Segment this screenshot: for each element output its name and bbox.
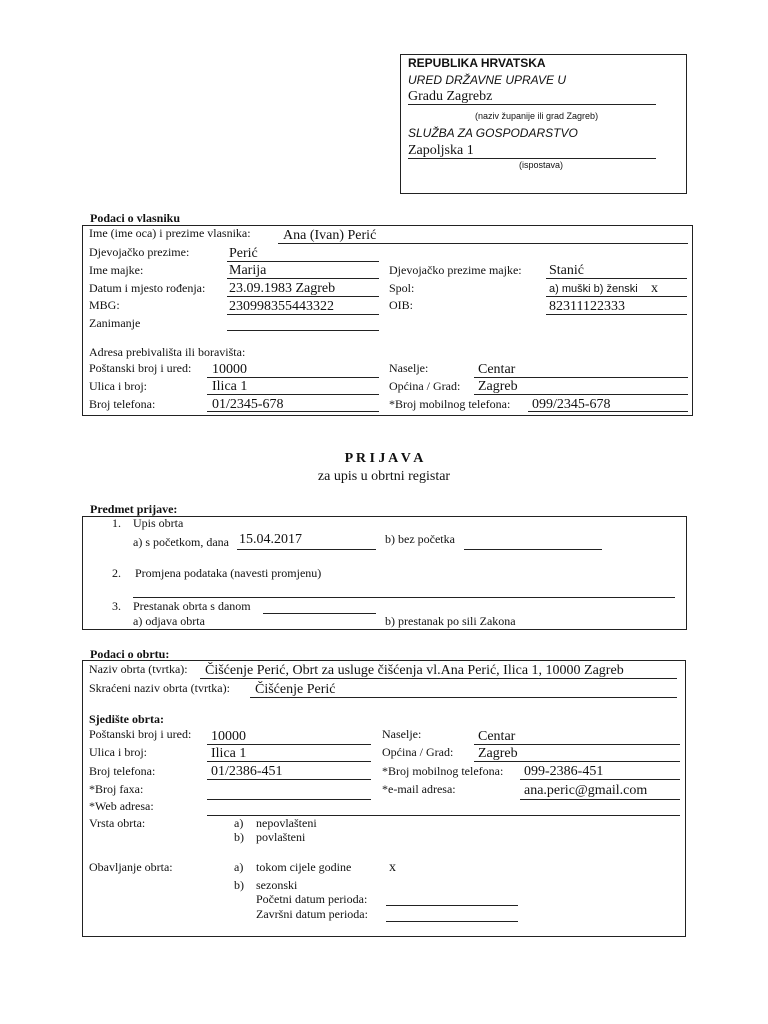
business-postal-label: Poštanski broj i ured: [89,727,192,741]
office-grad-line [408,104,656,105]
page-subtitle: za upis u obrtni registar [317,469,451,484]
subject-item2-num: 2. [112,566,121,580]
subject-item2-label: Promjena podataka (navesti promjenu) [135,566,322,580]
business-mode-a-mark: x [389,860,396,875]
business-short-line [250,697,677,698]
subject-item3-num: 3. [112,599,121,613]
business-municipality-value[interactable]: Zagreb [478,746,518,761]
owner-mother-value[interactable]: Marija [229,263,267,278]
business-name-value[interactable]: Čišćenje Perić, Obrt za usluge čišćenja vl.Ana Perić, Ilica 1, 10000 Zagreb [205,663,624,678]
business-settlement-line [474,744,680,745]
business-mode-b[interactable]: sezonski [256,878,298,892]
owner-name-label: Ime (ime oca) i prezime vlasnika: [89,226,251,240]
business-street-line [207,761,371,762]
owner-mother-label: Ime majke: [89,263,144,277]
owner-municipality-label: Općina / Grad: [389,379,461,393]
subject-item1a-value[interactable]: 15.04.2017 [239,532,302,547]
business-short-value[interactable]: Čišćenje Perić [255,682,336,697]
owner-name-line [278,243,688,244]
owner-birth-label: Datum i mjesto rođenja: [89,281,206,295]
business-seat-heading: Sjedište obrta: [89,712,164,726]
owner-mother-maiden-label: Djevojačko prezime majke: [389,263,522,277]
subject-item1b-label: b) bez početka [385,532,455,546]
owner-mbg-label: MBG: [89,298,120,312]
business-postal-line [207,744,371,745]
business-fax-line[interactable] [207,799,371,800]
business-type-a[interactable]: nepovlašteni [256,816,317,830]
owner-mobile-line [528,411,688,412]
owner-mbg-line [227,314,379,315]
business-email-line [520,799,680,800]
owner-postal-value[interactable]: 10000 [212,362,247,377]
business-type-b[interactable]: povlašteni [256,830,306,844]
owner-mother-line [227,278,379,279]
business-phone-line [207,779,371,780]
subject-item1-label: Upis obrta [133,516,184,530]
owner-phone-value[interactable]: 01/2345-678 [212,397,284,412]
owner-sex-label: Spol: [389,281,415,295]
owner-birth-line [227,296,379,297]
owner-sex-options[interactable]: a) muški b) ženski [549,283,638,295]
business-mode-a[interactable]: tokom cijele godine [256,860,352,874]
office-ispostava-line [408,158,656,159]
owner-postal-line [207,377,379,378]
owner-mbg-value[interactable]: 230998355443322 [229,299,334,314]
owner-street-value[interactable]: Ilica 1 [212,379,248,394]
business-fax-label: *Broj faxa: [89,782,144,796]
page-title: P R I J A V A [344,451,424,466]
business-period-start-label: Početni datum perioda: [256,892,368,906]
owner-street-label: Ulica i broj: [89,379,147,393]
owner-mother-maiden-line [546,278,687,279]
owner-street-line [207,394,379,395]
business-period-end-line[interactable] [386,921,518,922]
owner-municipality-line [474,394,688,395]
owner-settlement-label: Naselje: [389,361,429,375]
business-web-label: *Web adresa: [89,799,154,813]
owner-oib-line [546,314,687,315]
business-email-label: *e-mail adresa: [382,782,456,796]
subject-item3a-label: a) odjava obrta [133,614,205,628]
subject-item1b-line[interactable] [464,549,602,550]
office-ured: URED DRŽAVNE UPRAVE U [408,73,567,87]
business-mode-a-letter: a) [234,860,244,874]
subject-item1a-line [237,549,376,550]
subject-item3-label: Prestanak obrta s danom [133,599,251,613]
owner-maiden-line [227,261,379,262]
owner-occupation-label: Zanimanje [89,316,141,330]
owner-maiden-label: Djevojačko prezime: [89,245,190,259]
owner-oib-value[interactable]: 82311122333 [549,299,625,314]
business-mobile-line [520,779,680,780]
business-name-label: Naziv obrta (tvrtka): [89,662,188,676]
subject-item2-line[interactable] [133,597,675,598]
office-ispostava-note: (ispostava) [519,160,564,170]
office-sluzba: SLUŽBA ZA GOSPODARSTVO [408,126,578,140]
office-republic: REPUBLIKA HRVATSKA [408,56,546,70]
owner-sex-line [546,296,687,297]
business-period-start-line[interactable] [386,905,518,906]
owner-mobile-label: *Broj mobilnog telefona: [389,397,511,411]
business-settlement-label: Naselje: [382,727,422,741]
owner-maiden-value[interactable]: Perić [229,246,258,261]
owner-settlement-line [474,377,688,378]
business-street-label: Ulica i broj: [89,745,147,759]
owner-mother-maiden-value[interactable]: Stanić [549,263,584,278]
business-type-b-letter: b) [234,830,244,844]
owner-address-heading: Adresa prebivališta ili boravišta: [89,345,246,359]
business-mode-label: Obavljanje obrta: [89,860,173,874]
business-municipality-line [474,761,680,762]
subject-item3-line[interactable] [263,613,376,614]
owner-section-title: Podaci o vlasniku [90,211,181,225]
owner-occupation-line[interactable] [227,330,379,331]
subject-section-title: Predmet prijave: [90,502,178,516]
owner-phone-label: Broj telefona: [89,397,156,411]
subject-item1a-label: a) s početkom, dana [133,535,229,549]
owner-sex-mark: x [651,281,658,296]
owner-municipality-value[interactable]: Zagreb [478,379,518,394]
office-ispostava: Zapoljska 1 [408,143,474,158]
business-phone-label: Broj telefona: [89,764,156,778]
owner-settlement-value[interactable]: Centar [478,362,516,377]
office-grad: Gradu Zagrebz [408,89,493,104]
owner-phone-line [207,411,379,412]
business-street-value[interactable]: Ilica 1 [211,746,247,761]
business-municipality-label: Općina / Grad: [382,745,454,759]
business-short-label: Skraćeni naziv obrta (tvrtka): [89,681,230,695]
business-type-a-letter: a) [234,816,244,830]
business-period-end-label: Završni datum perioda: [256,907,368,921]
business-mobile-label: *Broj mobilnog telefona: [382,764,504,778]
business-postal-value[interactable]: 10000 [211,729,246,744]
owner-oib-label: OIB: [389,298,413,312]
owner-postal-label: Poštanski broj i ured: [89,361,192,375]
subject-item1-num: 1. [112,516,121,530]
business-email-value[interactable]: ana.peric@gmail.com [524,783,648,798]
owner-birth-value[interactable]: 23.09.1983 Zagreb [229,281,336,296]
business-name-line [200,678,677,679]
business-phone-value[interactable]: 01/2386-451 [211,764,283,779]
owner-mobile-value[interactable]: 099/2345-678 [532,397,611,412]
business-mobile-value[interactable]: 099-2386-451 [524,764,604,779]
business-type-label: Vrsta obrta: [89,816,146,830]
office-grad-note: (naziv županije ili grad Zagreb) [475,111,599,121]
business-section-title: Podaci o obrtu: [90,647,170,661]
business-mode-b-letter: b) [234,878,244,892]
owner-name-value[interactable]: Ana (Ivan) Perić [283,228,377,243]
business-settlement-value[interactable]: Centar [478,729,516,744]
subject-item3b-label: b) prestanak po sili Zakona [385,614,516,628]
